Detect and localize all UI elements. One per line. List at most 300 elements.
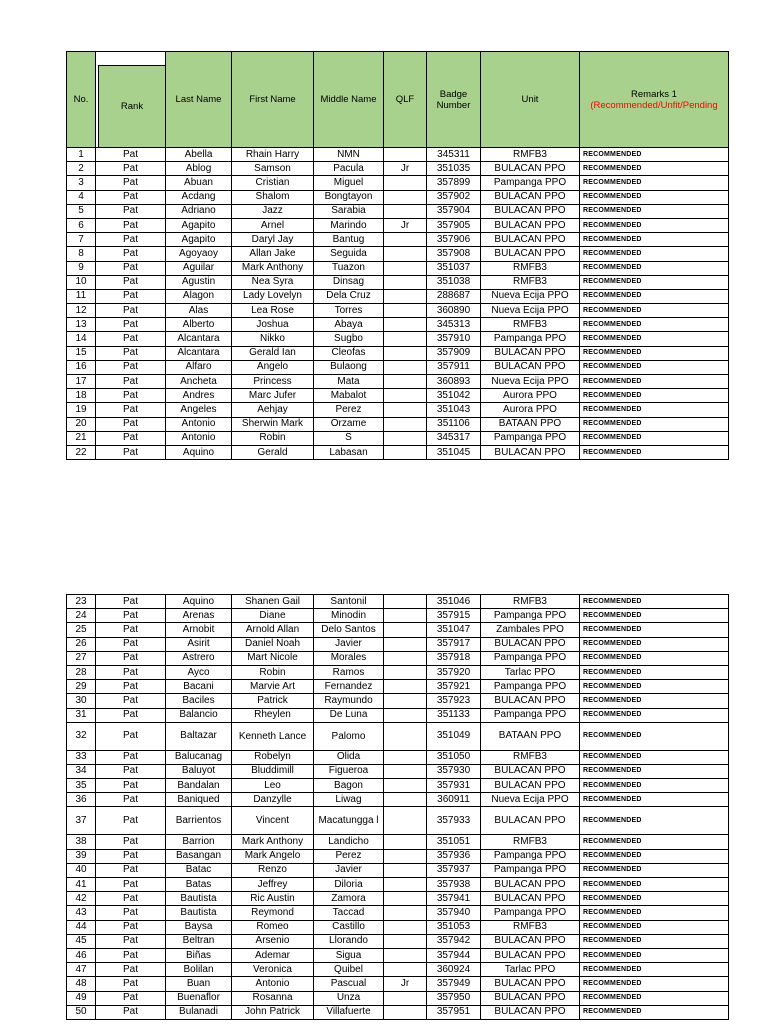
cell-rank: Pat — [96, 623, 166, 637]
cell-rank: Pat — [96, 261, 166, 275]
cell-first-name: Ric Austin — [232, 892, 314, 906]
cell-last-name: Baysa — [166, 920, 232, 934]
cell-rank: Pat — [96, 708, 166, 722]
cell-remarks: RECOMMENDED — [580, 389, 729, 403]
table-row — [67, 275, 729, 289]
cell-no: 28 — [67, 665, 96, 679]
cell-qlf — [384, 595, 427, 609]
cell-badge-number: 351043 — [427, 403, 481, 417]
cell-first-name: Reymond — [232, 906, 314, 920]
header-first-name: First Name — [232, 52, 314, 148]
cell-middle-name: Ramos — [314, 665, 384, 679]
cell-middle-name: Torres — [314, 304, 384, 318]
cell-remarks: RECOMMENDED — [580, 680, 729, 694]
cell-remarks: RECOMMENDED — [580, 190, 729, 204]
cell-badge-number: 357950 — [427, 991, 481, 1005]
cell-no: 40 — [67, 863, 96, 877]
cell-first-name: Lady Lovelyn — [232, 289, 314, 303]
table-row — [67, 665, 729, 679]
cell-unit: Pampanga PPO — [481, 708, 580, 722]
cell-last-name: Asirit — [166, 637, 232, 651]
cell-qlf — [384, 863, 427, 877]
cell-unit: Pampanga PPO — [481, 176, 580, 190]
cell-first-name: Daryl Jay — [232, 233, 314, 247]
cell-middle-name: Javier — [314, 863, 384, 877]
cell-last-name: Barrion — [166, 835, 232, 849]
cell-middle-name: Dela Cruz — [314, 289, 384, 303]
table-row — [67, 417, 729, 431]
cell-rank: Pat — [96, 190, 166, 204]
cell-remarks: RECOMMENDED — [580, 247, 729, 261]
cell-remarks: RECOMMENDED — [580, 906, 729, 920]
cell-no: 29 — [67, 680, 96, 694]
cell-no: 27 — [67, 651, 96, 665]
cell-qlf: Jr — [384, 977, 427, 991]
cell-remarks: RECOMMENDED — [580, 176, 729, 190]
cell-last-name: Alfaro — [166, 360, 232, 374]
cell-unit: RMFB3 — [481, 318, 580, 332]
cell-unit: Aurora PPO — [481, 403, 580, 417]
cell-first-name: Mark Anthony — [232, 835, 314, 849]
cell-no: 50 — [67, 1005, 96, 1019]
cell-first-name: Cristian — [232, 176, 314, 190]
cell-unit: RMFB3 — [481, 835, 580, 849]
cell-last-name: Baniqued — [166, 793, 232, 807]
cell-badge-number: 357909 — [427, 346, 481, 360]
cell-remarks: RECOMMENDED — [580, 863, 729, 877]
cell-no: 5 — [67, 204, 96, 218]
cell-last-name: Ancheta — [166, 375, 232, 389]
cell-qlf — [384, 991, 427, 1005]
cell-badge-number: 357905 — [427, 218, 481, 232]
cell-no: 18 — [67, 389, 96, 403]
cell-last-name: Baltazar — [166, 722, 232, 750]
cell-unit: Nueva Ecija PPO — [481, 289, 580, 303]
table-row — [67, 1005, 729, 1019]
cell-remarks: RECOMMENDED — [580, 948, 729, 962]
table-row — [67, 680, 729, 694]
table-row — [67, 190, 729, 204]
cell-rank: Pat — [96, 963, 166, 977]
cell-rank: Pat — [96, 176, 166, 190]
table-row — [67, 948, 729, 962]
cell-unit: BATAAN PPO — [481, 417, 580, 431]
cell-rank: Pat — [96, 878, 166, 892]
cell-rank: Pat — [96, 934, 166, 948]
cell-qlf — [384, 963, 427, 977]
cell-unit: BULACAN PPO — [481, 807, 580, 835]
cell-unit: BULACAN PPO — [481, 1005, 580, 1019]
cell-rank: Pat — [96, 218, 166, 232]
cell-remarks: RECOMMENDED — [580, 1005, 729, 1019]
cell-badge-number: 357938 — [427, 878, 481, 892]
cell-badge-number: 357911 — [427, 360, 481, 374]
cell-no: 13 — [67, 318, 96, 332]
cell-last-name: Aquino — [166, 595, 232, 609]
cell-rank: Pat — [96, 204, 166, 218]
cell-remarks: RECOMMENDED — [580, 623, 729, 637]
cell-unit: Tarlac PPO — [481, 963, 580, 977]
cell-remarks: RECOMMENDED — [580, 878, 729, 892]
cell-middle-name: Pascual — [314, 977, 384, 991]
table-row — [67, 835, 729, 849]
cell-unit: RMFB3 — [481, 750, 580, 764]
cell-no: 37 — [67, 807, 96, 835]
cell-first-name: Rhain Harry — [232, 148, 314, 162]
cell-unit: Pampanga PPO — [481, 906, 580, 920]
cell-middle-name: Dinsag — [314, 275, 384, 289]
cell-qlf — [384, 403, 427, 417]
cell-no: 22 — [67, 445, 96, 459]
table-row — [67, 892, 729, 906]
cell-remarks: RECOMMENDED — [580, 148, 729, 162]
header-last-name: Last Name — [166, 52, 232, 148]
cell-first-name: Marvie Art — [232, 680, 314, 694]
table-row — [67, 991, 729, 1005]
cell-rank: Pat — [96, 694, 166, 708]
cell-qlf — [384, 431, 427, 445]
cell-no: 46 — [67, 948, 96, 962]
cell-rank: Pat — [96, 991, 166, 1005]
cell-qlf — [384, 1005, 427, 1019]
cell-first-name: Robin — [232, 665, 314, 679]
table-body-page-2 — [67, 595, 729, 1020]
cell-rank: Pat — [96, 722, 166, 750]
cell-rank: Pat — [96, 948, 166, 962]
cell-remarks: RECOMMENDED — [580, 162, 729, 176]
header-rank-label: Rank — [98, 65, 165, 147]
cell-middle-name: Olida — [314, 750, 384, 764]
cell-remarks: RECOMMENDED — [580, 793, 729, 807]
cell-first-name: Nea Syra — [232, 275, 314, 289]
cell-unit: BULACAN PPO — [481, 878, 580, 892]
cell-badge-number: 357918 — [427, 651, 481, 665]
cell-rank: Pat — [96, 863, 166, 877]
cell-no: 6 — [67, 218, 96, 232]
cell-no: 1 — [67, 148, 96, 162]
cell-first-name: Mark Anthony — [232, 261, 314, 275]
cell-middle-name: Bantug — [314, 233, 384, 247]
header-no: No. — [67, 52, 96, 148]
cell-first-name: Robelyn — [232, 750, 314, 764]
cell-rank: Pat — [96, 637, 166, 651]
cell-rank: Pat — [96, 750, 166, 764]
cell-qlf — [384, 906, 427, 920]
personnel-table-page-2 — [66, 594, 729, 1020]
cell-rank: Pat — [96, 665, 166, 679]
cell-rank: Pat — [96, 835, 166, 849]
cell-last-name: Abuan — [166, 176, 232, 190]
cell-first-name: Gerald Ian — [232, 346, 314, 360]
cell-qlf — [384, 849, 427, 863]
header-qlf: QLF — [384, 52, 427, 148]
table-row — [67, 318, 729, 332]
cell-qlf — [384, 948, 427, 962]
cell-middle-name: Liwag — [314, 793, 384, 807]
cell-no: 21 — [67, 431, 96, 445]
cell-no: 34 — [67, 764, 96, 778]
cell-first-name: Angelo — [232, 360, 314, 374]
cell-remarks: RECOMMENDED — [580, 360, 729, 374]
cell-rank: Pat — [96, 445, 166, 459]
cell-qlf — [384, 375, 427, 389]
cell-qlf — [384, 665, 427, 679]
cell-first-name: Mark Angelo — [232, 849, 314, 863]
cell-remarks: RECOMMENDED — [580, 651, 729, 665]
header-row — [67, 52, 729, 148]
cell-no: 7 — [67, 233, 96, 247]
cell-middle-name: Sugbo — [314, 332, 384, 346]
cell-middle-name: Taccad — [314, 906, 384, 920]
cell-last-name: Alas — [166, 304, 232, 318]
cell-first-name: Arsenio — [232, 934, 314, 948]
table-row — [67, 176, 729, 190]
cell-remarks: RECOMMENDED — [580, 275, 729, 289]
cell-last-name: Balancio — [166, 708, 232, 722]
table-row — [67, 637, 729, 651]
cell-unit: BULACAN PPO — [481, 233, 580, 247]
table-row — [67, 403, 729, 417]
header-remarks — [580, 52, 729, 148]
cell-rank: Pat — [96, 609, 166, 623]
cell-remarks: RECOMMENDED — [580, 779, 729, 793]
cell-remarks: RECOMMENDED — [580, 304, 729, 318]
cell-qlf — [384, 694, 427, 708]
cell-remarks: RECOMMENDED — [580, 963, 729, 977]
cell-unit: Nueva Ecija PPO — [481, 375, 580, 389]
cell-last-name: Antonio — [166, 431, 232, 445]
cell-middle-name: Morales — [314, 651, 384, 665]
cell-first-name: Jazz — [232, 204, 314, 218]
cell-badge-number: 357930 — [427, 764, 481, 778]
cell-qlf — [384, 204, 427, 218]
cell-rank: Pat — [96, 304, 166, 318]
cell-remarks: RECOMMENDED — [580, 637, 729, 651]
cell-rank: Pat — [96, 651, 166, 665]
cell-last-name: Buenaflor — [166, 991, 232, 1005]
header-remarks-sub: (Recommended/Unfit/Pending — [590, 99, 718, 111]
cell-unit: Nueva Ecija PPO — [481, 793, 580, 807]
cell-middle-name: Bulaong — [314, 360, 384, 374]
cell-badge-number: 351042 — [427, 389, 481, 403]
cell-remarks: RECOMMENDED — [580, 375, 729, 389]
cell-badge-number: 360893 — [427, 375, 481, 389]
cell-unit: Pampanga PPO — [481, 680, 580, 694]
cell-badge-number: 360890 — [427, 304, 481, 318]
cell-first-name: Marc Jufer — [232, 389, 314, 403]
cell-qlf: Jr — [384, 162, 427, 176]
cell-badge-number: 357915 — [427, 609, 481, 623]
cell-unit: Pampanga PPO — [481, 431, 580, 445]
cell-no: 36 — [67, 793, 96, 807]
cell-no: 31 — [67, 708, 96, 722]
cell-last-name: Astrero — [166, 651, 232, 665]
cell-unit: BULACAN PPO — [481, 934, 580, 948]
cell-last-name: Baciles — [166, 694, 232, 708]
cell-remarks: RECOMMENDED — [580, 694, 729, 708]
cell-badge-number: 357936 — [427, 849, 481, 863]
cell-middle-name: Tuazon — [314, 261, 384, 275]
header-unit: Unit — [481, 52, 580, 148]
cell-unit: Pampanga PPO — [481, 849, 580, 863]
cell-unit: BULACAN PPO — [481, 204, 580, 218]
cell-unit: Nueva Ecija PPO — [481, 304, 580, 318]
cell-remarks: RECOMMENDED — [580, 218, 729, 232]
cell-rank: Pat — [96, 977, 166, 991]
cell-middle-name: Miguel — [314, 176, 384, 190]
table-row — [67, 779, 729, 793]
table-row — [67, 445, 729, 459]
cell-middle-name: Santonil — [314, 595, 384, 609]
cell-first-name: Patrick — [232, 694, 314, 708]
cell-badge-number: 357933 — [427, 807, 481, 835]
cell-middle-name: Diloria — [314, 878, 384, 892]
cell-unit: BULACAN PPO — [481, 892, 580, 906]
cell-unit: BATAAN PPO — [481, 722, 580, 750]
cell-badge-number: 351106 — [427, 417, 481, 431]
cell-middle-name: Javier — [314, 637, 384, 651]
cell-badge-number: 351049 — [427, 722, 481, 750]
table-row — [67, 963, 729, 977]
cell-first-name: Robin — [232, 431, 314, 445]
cell-first-name: John Patrick — [232, 1005, 314, 1019]
cell-remarks: RECOMMENDED — [580, 807, 729, 835]
cell-badge-number: 345313 — [427, 318, 481, 332]
cell-middle-name: Castillo — [314, 920, 384, 934]
table-row — [67, 332, 729, 346]
cell-last-name: Agoyaoy — [166, 247, 232, 261]
cell-no: 19 — [67, 403, 96, 417]
cell-unit: BULACAN PPO — [481, 779, 580, 793]
cell-last-name: Batac — [166, 863, 232, 877]
cell-unit: BULACAN PPO — [481, 977, 580, 991]
cell-middle-name: Cleofas — [314, 346, 384, 360]
cell-rank: Pat — [96, 680, 166, 694]
cell-badge-number: 357917 — [427, 637, 481, 651]
table-row — [67, 906, 729, 920]
cell-first-name: Princess — [232, 375, 314, 389]
cell-remarks: RECOMMENDED — [580, 346, 729, 360]
cell-rank: Pat — [96, 346, 166, 360]
cell-remarks: RECOMMENDED — [580, 665, 729, 679]
cell-middle-name: Mata — [314, 375, 384, 389]
cell-no: 49 — [67, 991, 96, 1005]
cell-badge-number: 357902 — [427, 190, 481, 204]
cell-unit: RMFB3 — [481, 920, 580, 934]
table-row — [67, 793, 729, 807]
cell-unit: Pampanga PPO — [481, 863, 580, 877]
cell-badge-number: 345317 — [427, 431, 481, 445]
cell-rank: Pat — [96, 892, 166, 906]
cell-remarks: RECOMMENDED — [580, 991, 729, 1005]
cell-unit: Tarlac PPO — [481, 665, 580, 679]
cell-first-name: Lea Rose — [232, 304, 314, 318]
cell-remarks: RECOMMENDED — [580, 609, 729, 623]
table-row — [67, 708, 729, 722]
cell-remarks: RECOMMENDED — [580, 595, 729, 609]
cell-middle-name: Llorando — [314, 934, 384, 948]
cell-qlf — [384, 708, 427, 722]
table-row — [67, 878, 729, 892]
cell-badge-number: 357904 — [427, 204, 481, 218]
cell-remarks: RECOMMENDED — [580, 750, 729, 764]
cell-qlf — [384, 609, 427, 623]
cell-unit: BULACAN PPO — [481, 764, 580, 778]
cell-middle-name: Sarabia — [314, 204, 384, 218]
cell-middle-name: Landicho — [314, 835, 384, 849]
cell-last-name: Agapito — [166, 218, 232, 232]
cell-middle-name: Sigua — [314, 948, 384, 962]
cell-qlf — [384, 623, 427, 637]
cell-rank: Pat — [96, 807, 166, 835]
cell-unit: BULACAN PPO — [481, 346, 580, 360]
cell-qlf — [384, 360, 427, 374]
cell-remarks: RECOMMENDED — [580, 835, 729, 849]
cell-first-name: Gerald — [232, 445, 314, 459]
table-row — [67, 920, 729, 934]
cell-middle-name: NMN — [314, 148, 384, 162]
cell-unit: Pampanga PPO — [481, 651, 580, 665]
cell-no: 42 — [67, 892, 96, 906]
table-row — [67, 849, 729, 863]
cell-first-name: Shanen Gail — [232, 595, 314, 609]
cell-no: 20 — [67, 417, 96, 431]
cell-middle-name: S — [314, 431, 384, 445]
cell-middle-name: Bagon — [314, 779, 384, 793]
cell-no: 9 — [67, 261, 96, 275]
table-row — [67, 764, 729, 778]
cell-badge-number: 357923 — [427, 694, 481, 708]
cell-badge-number: 357942 — [427, 934, 481, 948]
cell-rank: Pat — [96, 318, 166, 332]
header-middle-name: Middle Name — [314, 52, 384, 148]
cell-last-name: Arenas — [166, 609, 232, 623]
cell-middle-name: Figueroa — [314, 764, 384, 778]
cell-qlf: Jr — [384, 218, 427, 232]
cell-middle-name: Minodin — [314, 609, 384, 623]
cell-remarks: RECOMMENDED — [580, 289, 729, 303]
cell-first-name: Rosanna — [232, 991, 314, 1005]
table-row — [67, 247, 729, 261]
table-row — [67, 218, 729, 232]
cell-no: 10 — [67, 275, 96, 289]
table-row — [67, 375, 729, 389]
cell-no: 41 — [67, 878, 96, 892]
cell-badge-number: 351038 — [427, 275, 481, 289]
cell-last-name: Aquino — [166, 445, 232, 459]
cell-no: 11 — [67, 289, 96, 303]
cell-first-name: Nikko — [232, 332, 314, 346]
cell-last-name: Baluyot — [166, 764, 232, 778]
cell-badge-number: 288687 — [427, 289, 481, 303]
cell-first-name: Joshua — [232, 318, 314, 332]
cell-badge-number: 351053 — [427, 920, 481, 934]
cell-rank: Pat — [96, 233, 166, 247]
cell-first-name: Danzylle — [232, 793, 314, 807]
cell-qlf — [384, 318, 427, 332]
cell-badge-number: 357910 — [427, 332, 481, 346]
cell-no: 17 — [67, 375, 96, 389]
cell-remarks: RECOMMENDED — [580, 934, 729, 948]
cell-first-name: Kenneth Lance — [232, 722, 314, 750]
cell-remarks: RECOMMENDED — [580, 849, 729, 863]
cell-first-name: Renzo — [232, 863, 314, 877]
cell-badge-number: 357921 — [427, 680, 481, 694]
cell-rank: Pat — [96, 779, 166, 793]
cell-no: 14 — [67, 332, 96, 346]
cell-unit: Zambales PPO — [481, 623, 580, 637]
cell-no: 8 — [67, 247, 96, 261]
